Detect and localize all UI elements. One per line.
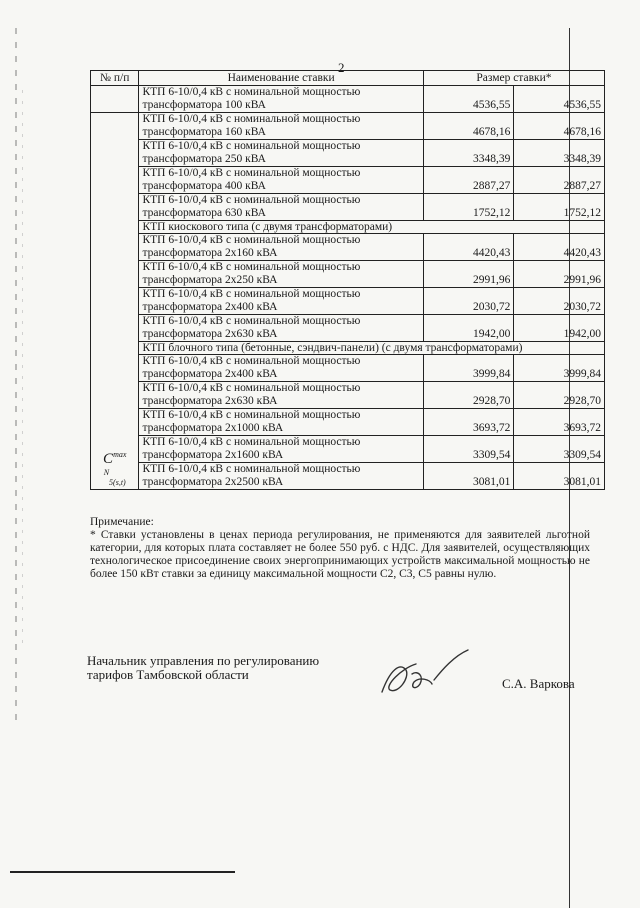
table-body	[91, 86, 605, 490]
symbol-sup: max N	[103, 450, 127, 477]
symbol-base: C	[103, 451, 114, 467]
rate-value-1: 4420,43	[423, 234, 514, 261]
rate-value-1: 3081,01	[423, 463, 514, 490]
table-row	[91, 261, 605, 288]
rate-value-1: 2928,70	[423, 382, 514, 409]
rate-value-2: 1942,00	[514, 315, 605, 342]
rate-name: КТП 6-10/0,4 кВ с номинальной мощностью трансформатора 630 кВА	[139, 194, 423, 221]
rate-name: КТП 6-10/0,4 кВ с номинальной мощностью трансформатора 2х1000 кВА	[139, 409, 423, 436]
table-row	[91, 315, 605, 342]
rate-value-1: 3693,72	[423, 409, 514, 436]
table-row	[91, 409, 605, 436]
rate-name: КТП 6-10/0,4 кВ с номинальной мощностью трансформатора 2х160 кВА	[139, 234, 423, 261]
symbol-sub: 5(s,t)	[109, 478, 126, 487]
group-title-row	[91, 221, 605, 234]
table-row	[91, 288, 605, 315]
note-block	[90, 516, 590, 581]
rate-name: КТП 6-10/0,4 кВ с номинальной мощностью трансформатора 2х2500 кВА	[139, 463, 423, 490]
header-size: Размер ставки*	[423, 71, 604, 86]
rates-table	[90, 70, 605, 490]
rate-name: КТП 6-10/0,4 кВ с номинальной мощностью трансформатора 2х1600 кВА	[139, 436, 423, 463]
signatory-name: С.А. Варкова	[502, 676, 575, 691]
page-number: 2	[338, 60, 345, 75]
handwritten-signature	[372, 640, 482, 710]
rate-value-1: 1752,12	[423, 194, 514, 221]
table-row	[91, 113, 605, 140]
rate-name: КТП 6-10/0,4 кВ с номинальной мощностью трансформатора 400 кВА	[139, 167, 423, 194]
rate-value-1: 4678,16	[423, 113, 514, 140]
rate-value-1: 2887,27	[423, 167, 514, 194]
rate-value-2: 3693,72	[514, 409, 605, 436]
table-row	[91, 167, 605, 194]
note-text: * Ставки установлены в ценах периода регулирования, не применяются для заявителей льготной категории, для которых плата составляет не более 550 руб. с НДС. Для заявителей, осуществляющих технологическое присоединение своих энергопринимающих устройств максимальной мощностью не более 150 кВт ставки за единицу максимальной мощности С2, С3, С5 равны нулю.	[90, 529, 590, 580]
rate-value-2: 3999,84	[514, 355, 605, 382]
rate-value-2: 3081,01	[514, 463, 605, 490]
rate-name: КТП 6-10/0,4 кВ с номинальной мощностью трансформатора 2х400 кВА	[139, 355, 423, 382]
rate-name: КТП 6-10/0,4 кВ с номинальной мощностью трансформатора 250 кВА	[139, 140, 423, 167]
rate-value-1: 3999,84	[423, 355, 514, 382]
rate-value-1: 2030,72	[423, 288, 514, 315]
position-line-2: тарифов Тамбовской области	[87, 667, 249, 682]
footer-rule	[10, 871, 235, 873]
rate-name: КТП 6-10/0,4 кВ с номинальной мощностью трансформатора 2х630 кВА	[139, 382, 423, 409]
rate-name: КТП 6-10/0,4 кВ с номинальной мощностью трансформатора 100 кВА	[139, 86, 423, 113]
signatory-position	[87, 654, 319, 682]
row-num-cell	[91, 86, 139, 113]
table-header-row	[91, 71, 605, 86]
rate-value-2: 3348,39	[514, 140, 605, 167]
rate-symbol	[91, 113, 139, 490]
rate-name: КТП 6-10/0,4 кВ с номинальной мощностью трансформатора 2х250 кВА	[139, 261, 423, 288]
note-title: Примечание:	[90, 516, 154, 528]
table-row	[91, 382, 605, 409]
rate-value-2: 2991,96	[514, 261, 605, 288]
rate-name: КТП 6-10/0,4 кВ с номинальной мощностью трансформатора 160 кВА	[139, 113, 423, 140]
rate-value-1: 3348,39	[423, 140, 514, 167]
table-row	[91, 463, 605, 490]
rate-value-2: 4536,55	[514, 86, 605, 113]
table-row	[91, 86, 605, 113]
rate-value-1: 4536,55	[423, 86, 514, 113]
scan-edge-artifact	[15, 28, 17, 728]
group-title-row	[91, 342, 605, 355]
rate-name: КТП 6-10/0,4 кВ с номинальной мощностью трансформатора 2х630 кВА	[139, 315, 423, 342]
rate-value-2: 3309,54	[514, 436, 605, 463]
table-row	[91, 194, 605, 221]
table-row	[91, 436, 605, 463]
rate-value-2: 4678,16	[514, 113, 605, 140]
table-row	[91, 234, 605, 261]
rate-value-2: 4420,43	[514, 234, 605, 261]
rate-value-2: 2887,27	[514, 167, 605, 194]
rate-name: КТП 6-10/0,4 кВ с номинальной мощностью трансформатора 2х400 кВА	[139, 288, 423, 315]
rate-value-1: 3309,54	[423, 436, 514, 463]
position-line-1: Начальник управления по регулированию	[87, 653, 320, 668]
group-title: КТП блочного типа (бетонные, сэндвич-панели) (с двумя трансформаторами)	[139, 342, 605, 355]
scan-edge-artifact-inner	[22, 90, 23, 650]
rate-value-2: 2928,70	[514, 382, 605, 409]
header-name: Наименование ставки	[139, 71, 423, 86]
group-title: КТП киоскового типа (с двумя трансформаторами)	[139, 221, 605, 234]
rate-value-1: 2991,96	[423, 261, 514, 288]
rate-value-2: 2030,72	[514, 288, 605, 315]
rate-value-1: 1942,00	[423, 315, 514, 342]
table-row	[91, 140, 605, 167]
table-row	[91, 355, 605, 382]
header-num: № п/п	[91, 71, 139, 86]
rate-value-2: 1752,12	[514, 194, 605, 221]
